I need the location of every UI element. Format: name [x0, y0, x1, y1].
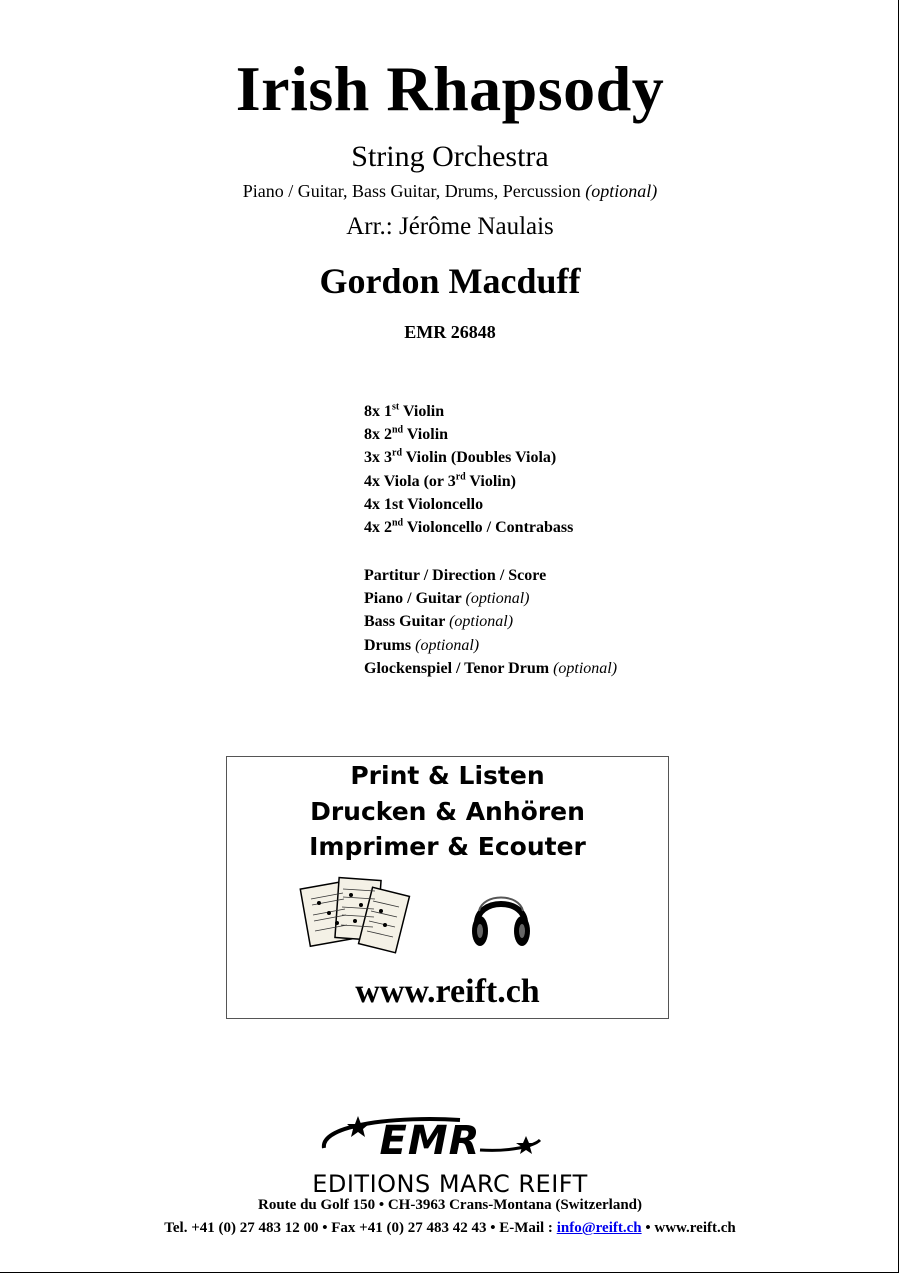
string-part-count: 8x 2: [364, 426, 392, 444]
string-part-count: 4x 1st Violoncello: [364, 495, 484, 513]
instrumentation-line: [0, 181, 900, 202]
string-part-item: [364, 493, 573, 516]
part-name: Partitur / Direction / Score: [364, 567, 547, 584]
publisher-contact: [0, 1220, 900, 1237]
composer: Gordon Macduff: [319, 261, 581, 301]
website-link[interactable]: www.reift.ch: [355, 973, 540, 1010]
string-part-name: Violin: [403, 426, 449, 444]
string-part-count: 4x 2: [364, 519, 392, 537]
string-part-name: Violin: [399, 403, 445, 420]
string-part-item: [364, 446, 573, 469]
contact-website: • www.reift.ch: [641, 1220, 736, 1236]
string-parts-list: [364, 400, 573, 539]
instrumentation-main: Piano / Guitar, Bass Guitar, Drums, Percussion: [242, 181, 581, 201]
publisher-name: EDITIONS MARC REIFT: [312, 1170, 588, 1198]
promo-line-german: Drucken & Anhören: [310, 797, 585, 826]
ordinal-suffix: st: [392, 401, 400, 413]
sheet-music-icon: [299, 875, 411, 961]
instrumentation-optional: (optional): [585, 181, 658, 201]
page-title: Irish Rhapsody: [235, 53, 665, 124]
additional-part-item: [364, 610, 617, 633]
headphones-icon: [465, 881, 537, 953]
part-name: Piano / Guitar: [364, 590, 462, 608]
part-optional-note: (optional): [465, 590, 530, 608]
contact-phone-fax: Tel. +41 (0) 27 483 12 00 • Fax +41 (0) 27 483 42 43 • E-Mail :: [164, 1220, 557, 1236]
arranger: Arr.: Jérôme Naulais: [346, 213, 554, 240]
part-name: Glockenspiel / Tenor Drum: [364, 659, 550, 677]
part-name: Bass Guitar: [364, 613, 446, 631]
string-part-count: 4x Viola (or 3: [364, 472, 456, 490]
ordinal-suffix: rd: [455, 471, 466, 483]
string-part-item: [364, 423, 573, 446]
catalog-number: EMR 26848: [404, 322, 496, 342]
ordinal-suffix: nd: [392, 424, 404, 436]
emr-logo: [310, 1110, 550, 1170]
promo-line-english: Print & Listen: [350, 761, 545, 790]
part-optional-note: (optional): [449, 613, 514, 631]
promo-line-french: Imprimer & Ecouter: [309, 832, 586, 861]
additional-part-item: [364, 634, 617, 657]
svg-text:EMR: EMR: [379, 1118, 481, 1164]
ordinal-suffix: nd: [392, 517, 404, 529]
string-part-item: [364, 516, 573, 539]
string-part-count: 3x 3: [364, 449, 392, 467]
additional-part-item: [364, 657, 617, 680]
print-listen-box: [226, 756, 669, 1019]
additional-part-item: [364, 564, 617, 587]
part-optional-note: (optional): [415, 636, 480, 654]
part-name: Drums: [364, 636, 412, 654]
string-part-name: Violin (Doubles Viola): [402, 449, 557, 467]
string-part-name: Violin): [465, 472, 516, 490]
additional-part-item: [364, 587, 617, 610]
string-part-item: [364, 470, 573, 493]
string-part-name: Violoncello / Contrabass: [403, 519, 574, 537]
subtitle: String Orchestra: [351, 140, 549, 173]
additional-parts-list: [364, 564, 617, 680]
string-part-count: 8x 1: [364, 403, 392, 420]
publisher-address: Route du Golf 150 • CH-3963 Crans-Montana (Switzerland): [258, 1197, 642, 1213]
ordinal-suffix: rd: [392, 448, 402, 460]
string-part-item: [364, 400, 573, 423]
email-link[interactable]: info@reift.ch: [556, 1220, 642, 1236]
part-optional-note: (optional): [553, 659, 618, 677]
